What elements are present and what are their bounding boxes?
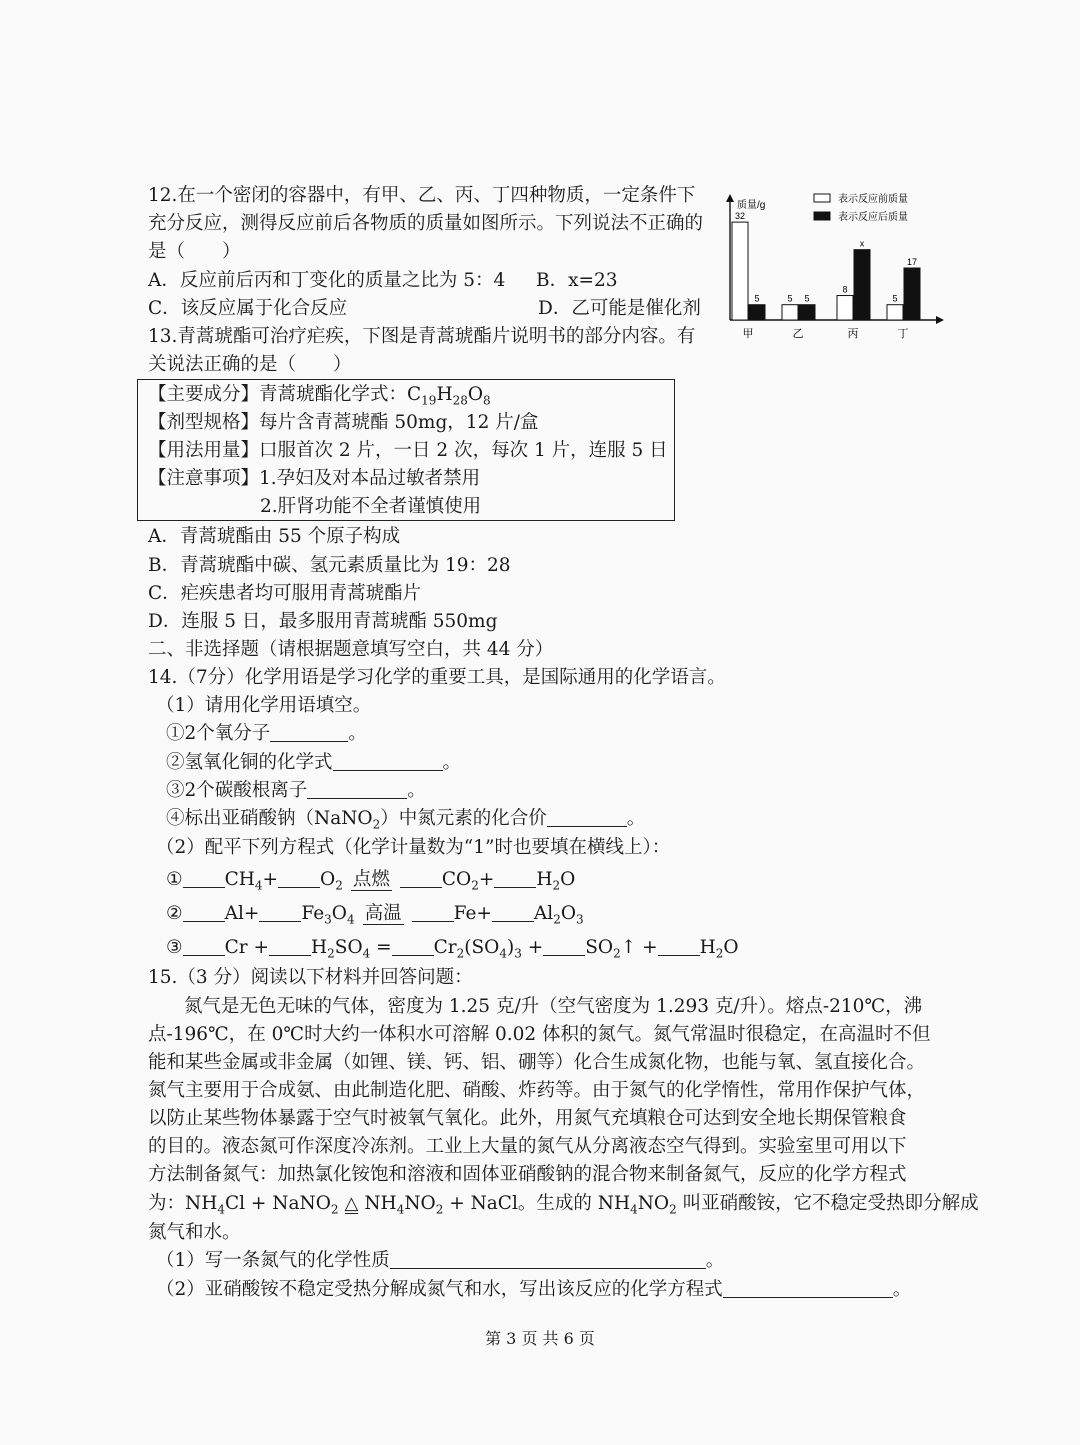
q14-item1: ①2个氧分子 。 [166,723,367,744]
condition-high-temp: 高温 [364,903,402,924]
q12-stem-line2: 充分反应，测得反应前后各物质的质量如图所示。下列说法不正确的 [148,213,704,234]
y-axis-arrow [726,194,734,202]
q13-option-b: B．青蒿琥酯中碳、氢元素质量比为 19：28 [148,555,511,576]
mass-bar-chart [722,186,952,346]
coefficient-blank[interactable] [259,903,301,922]
data-label: 32 [734,211,746,222]
q12-option-a: A．反应前后丙和丁变化的质量之比为 5：4 [148,270,506,291]
q15-stem: 15.（3 分）阅读以下材料并回答问题： [148,967,473,988]
category-label: 甲 [742,328,754,340]
data-label: 5 [787,293,793,304]
q15-passage-line7: 方法制备氮气：加热氯化铵饱和溶液和固体亚硝酸钠的混合物来制备氮气，反应的化学方程式 [148,1164,907,1185]
q15-passage-line2: 点-196℃，在 0℃时大约一体积水可溶解 0.02 体积的氮气。氮气常温时很稳定，在高温时不但 [148,1024,931,1045]
q12-option-d: D．乙可能是催化剂 [538,298,701,319]
q13-stem-line1: 13.青蒿琥酯可治疗疟疾，下图是青蒿琥酯片说明书的部分内容。有 [148,326,696,347]
bar [887,305,903,320]
answer-blank[interactable] [723,1279,893,1298]
q14-item3: ③2个碳酸根离子 。 [166,780,426,801]
equation-2: ② $Al+ Fe_3O_4$ 高温 $Fe+ Al_2O_3$ [166,903,584,927]
q15-passage-line5: 以防止某些物体暴露于空气时被氧气氧化。此外，用氮气充填粮仓可达到安全地长期保管粮食 [148,1108,907,1129]
q15-passage-line9: 氮气和水。 [148,1222,241,1243]
coefficient-blank[interactable] [278,869,320,888]
q12-stem-line1: 12.在一个密闭的容器中，有甲、乙、丙、丁四种物质，一定条件下 [148,185,696,206]
page-footer: 第 3 页 共 6 页 [485,1329,595,1348]
coefficient-blank[interactable] [543,937,585,956]
x-axis-arrow [936,316,944,324]
bar [782,305,798,320]
q15-passage-line8: 为：$NH_4Cl$ + NaNO$_2$ △ $NH_4NO_2$ + NaCl。生成的 $NH_4NO_2$ 叫亚硝酸铵，它不稳定受热即分解成 [148,1193,979,1217]
coefficient-blank[interactable] [492,903,534,922]
q14-part1: （1）请用化学用语填空。 [156,695,372,716]
legend-label: 表示反应前质量 [838,194,908,205]
equation-3: ③ $Cr + H_2SO_4 = Cr_2(SO_4)_3$ + $SO_2↑ + H_2O$ [166,937,739,961]
heat-condition-symbol: △ [344,1193,359,1214]
legend-label: 表示反应后质量 [838,212,908,223]
q15-passage-line3: 能和某些金属或非金属（如锂、镁、钙、铝、硼等）化合生成氮化物，也能与氧、氢直接化合。 [148,1052,926,1073]
instruction-dosage: 【用法用量】口服首次 2 片，一日 2 次，每次 1 片，连服 5 日 [148,440,668,461]
section-2-heading: 二、非选择题（请根据题意填写空白，共 44 分） [148,639,554,660]
data-label: 5 [892,293,898,304]
answer-blank[interactable] [307,780,407,799]
q12-option-b: B．x=23 [536,270,618,291]
q14-stem: 14.（7分）化学用语是学习化学的重要工具，是国际通用的化学语言。 [148,667,726,688]
condition-ignite: 点燃 [352,869,390,890]
q15-passage-line6: 的目的。液态氮可作深度冷冻剂。工业上大量的氮气从分离液态空气得到。实验室里可用以下 [148,1136,907,1157]
data-label: 5 [754,293,760,304]
q15-passage-line1: 氮气是无色无味的气体，密度为 1.25 克/升（空气密度为 1.293 克/升）。熔点-210℃，沸 [184,996,923,1017]
q15-question1: （1）写一条氮气的化学性质 。 [156,1250,725,1271]
q15-passage-line4: 氮气主要用于合成氨、由此制造化肥、硝酸、炸药等。由于氮气的化学惰性，常用作保护气体， [148,1080,926,1101]
legend-swatch [814,212,830,220]
data-label: 17 [906,257,918,267]
q13-stem-line2: 关说法正确的是（ ） [148,354,352,375]
bar [732,222,748,320]
answer-blank[interactable] [270,723,348,742]
q14-item2: ②氢氧化铜的化学式 。 [166,752,462,773]
category-label: 乙 [792,328,804,340]
coefficient-blank[interactable] [269,937,311,956]
data-label: 5 [804,293,810,304]
answer-blank[interactable] [390,1250,706,1269]
instruction-notes-2: 2.肝肾功能不全者谨慎使用 [260,496,482,517]
data-label: x [859,238,865,249]
coefficient-blank[interactable] [658,937,700,956]
instruction-notes-1: 【注意事项】1.孕妇及对本品过敏者禁用 [148,468,481,489]
coefficient-blank[interactable] [183,869,225,888]
q13-option-d: D．连服 5 日，最多服用青蒿琥酯 550mg [148,611,498,632]
bar [799,305,815,320]
category-label: 丁 [897,328,909,340]
coefficient-blank[interactable] [400,869,442,888]
data-label: 8 [842,284,848,295]
q14-item4: ④标出亚硝酸钠（NaNO$_2$）中氮元素的化合价 。 [166,808,646,832]
coefficient-blank[interactable] [494,869,536,888]
category-label: 丙 [847,328,859,340]
bar [837,296,853,320]
q13-option-c: C．疟疾患者均可服用青蒿琥酯片 [148,583,422,604]
instruction-spec: 【剂型规格】每片含青蒿琥酯 50mg，12 片/盒 [148,412,539,433]
q12-option-c: C．该反应属于化合反应 [148,298,348,319]
bar [854,250,870,320]
y-axis-label: 质量/g [737,200,766,211]
bar [749,305,765,320]
instruction-main-ingredient: 【主要成分】青蒿琥酯化学式：$C_{19}H_{28}O_8$ [148,384,491,408]
q12-stem-line3: 是（ ） [148,241,241,262]
bar [904,268,920,320]
equation-1: ① $CH_4+ O_2$ 点燃 $CO_2+ H_2O$ [166,869,576,893]
legend-swatch [814,194,830,202]
coefficient-blank[interactable] [392,937,434,956]
coefficient-blank[interactable] [183,903,225,922]
q14-part2: （2）配平下列方程式（化学计量数为“1”时也要填在横线上）： [156,837,671,858]
answer-blank[interactable] [547,808,627,827]
answer-blank[interactable] [333,752,443,771]
coefficient-blank[interactable] [412,903,454,922]
q13-option-a: A．青蒿琥酯由 55 个原子构成 [148,526,401,547]
q15-question2: （2）亚硝酸铵不稳定受热分解成氮气和水，写出该反应的化学方程式 。 [156,1279,912,1300]
coefficient-blank[interactable] [183,937,225,956]
